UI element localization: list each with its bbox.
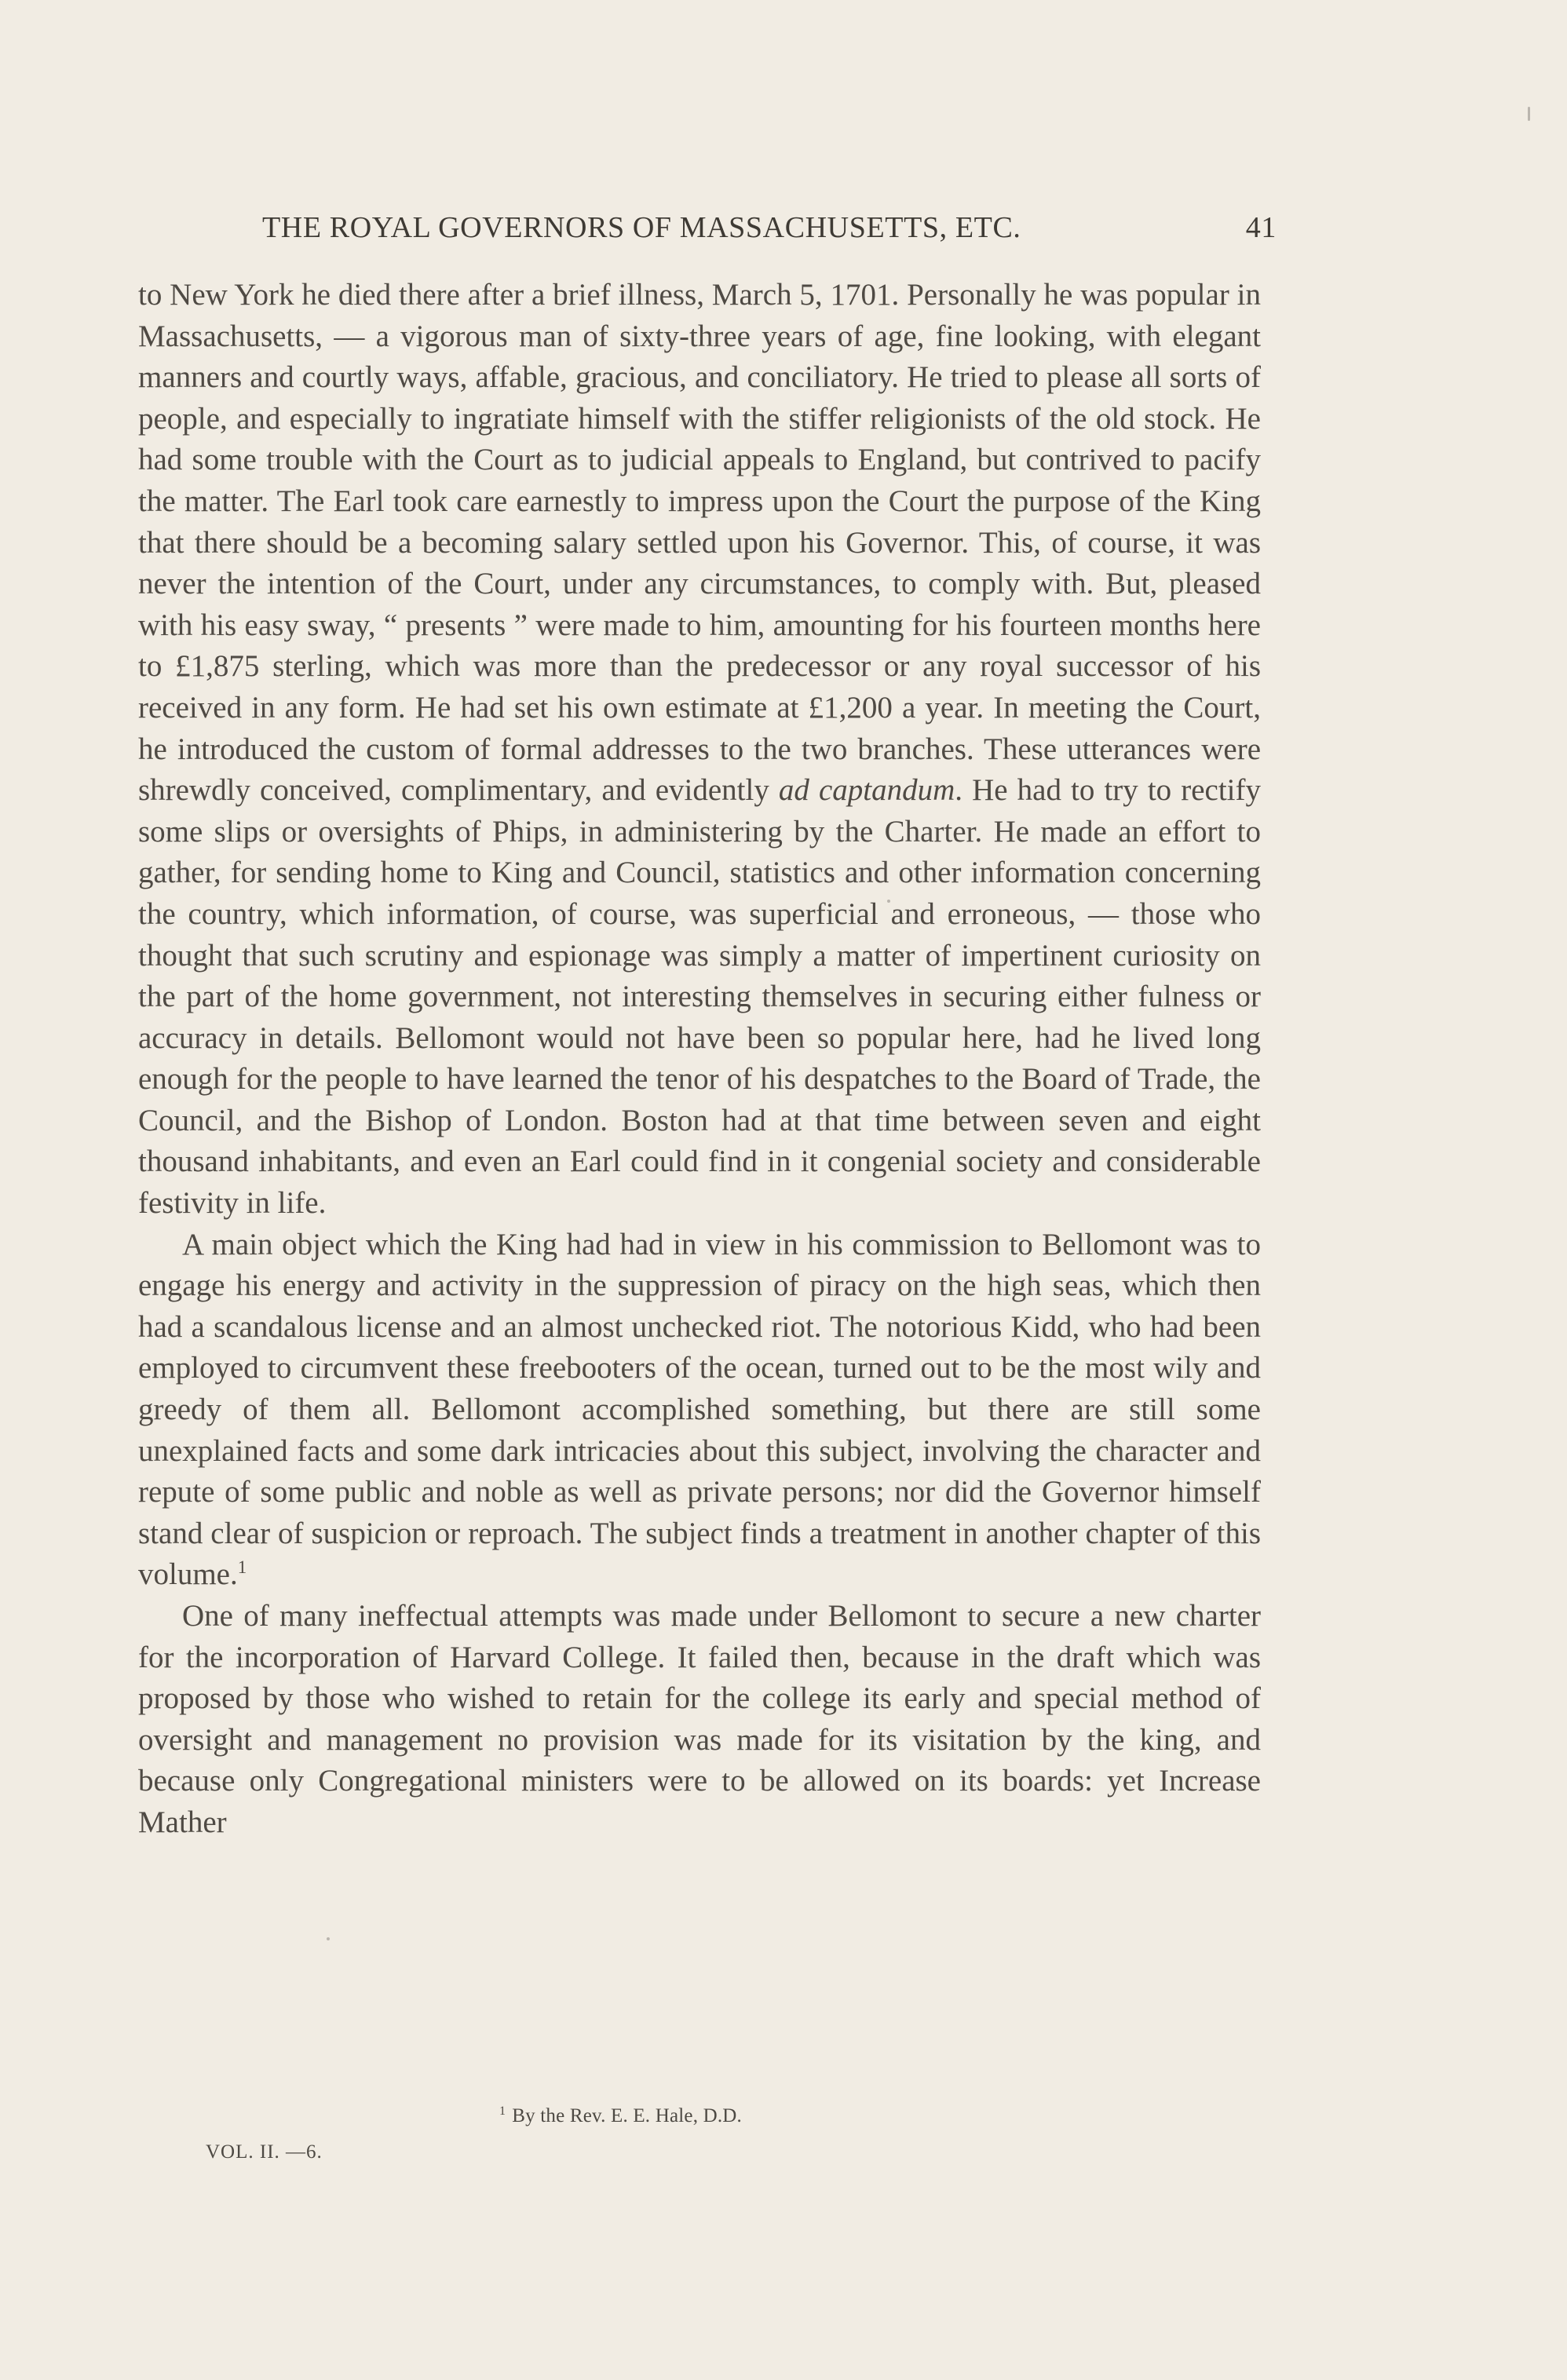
footnote-text: By the Rev. E. E. Hale, D.D.: [512, 2105, 743, 2126]
body-text: [138, 275, 1261, 1844]
paragraph-2: [138, 1225, 1261, 1596]
footnote-marker: 1: [499, 2104, 506, 2118]
paper-speck: [887, 900, 890, 903]
latin-phrase: ad captandum: [778, 773, 955, 808]
paragraph-1-text: to New York he died there after a brief illness, March 5, 1701. Personally he was popular in Massachusetts, — a vigorous man of sixty-three years of age, fine looking, with elegant manners and courtly ways, affable, gracious, and conciliatory. He tried to please all sorts of people, and especially to ingratiate himself with the stiffer religionists of the old stock. He had some trouble with the Court as to judicial appeals to England, but contrived to pacify the matter. The Earl took care earnestly to impress upon the Court the purpose of the King that there should be a becoming salary settled upon his Governor. This, of course, it was never the intention of the Court, under any circumstances, to comply with. But, pleased with his easy sway, “ presents ” were made to him, amounting for his fourteen months here to £1,875 sterling, which was more than the predecessor or any royal successor of his received in any form. He had set his own estimate at £1,200 a year. In meeting the Court, he introduced the custom of formal addresses to the two branches. These utterances were shrewdly conceived, complimentary, and evidently: [138, 278, 1261, 808]
footnote-reference: 1: [237, 1557, 247, 1578]
running-head: [262, 204, 1303, 251]
footnote: [499, 2105, 742, 2127]
paper-speck: [327, 1937, 330, 1940]
paper-speck: [833, 1405, 836, 1408]
paragraph-1-continuation: . He had to try to rectify some slips or oversights of Phips, in administering by the Charter. He made an effort to gather, for sending home to King and Council, statistics and other information concerning the country, which information, of course, was superficial and erroneous, — those who thought that such scrutiny and espionage was simply a matter of impertinent curiosity on the part of the home government, not interesting themselves in securing either fulness or accuracy in details. Bellomont would not have been so popular here, had he lived long enough for the people to have learned the tenor of his despatches to the Board of Trade, the Council, and the Bishop of London. Boston had at that time between seven and eight thousand inhabitants, and even an Earl could find in it congenial society and considerable festivity in life.: [138, 773, 1262, 1221]
paper-speck: [1528, 107, 1530, 121]
paragraph-3: [138, 1596, 1261, 1844]
running-title: THE ROYAL GOVERNORS OF MASSACHUSETTS, ETC.: [262, 211, 1021, 244]
paragraph-1: [138, 275, 1261, 1225]
signature-mark: VOL. II. —6.: [206, 2141, 323, 2163]
page-number: 41: [1245, 211, 1277, 244]
paragraph-2-text: A main object which the King had had in view in his commission to Bellomont was to engage his energy and activity in the suppression of piracy on the high seas, which then had a scandalous license and an almost unchecked riot. The notorious Kidd, who had been employed to circumvent these freebooters of the ocean, turned out to be the most wily and greedy of them all. Bellomont accomplished something, but there are still some unexplained facts and some dark intricacies about this subject, involving the character and repute of some public and noble as well as private persons; nor did the Governor himself stand clear of suspicion or reproach. The subject finds a treatment in another chapter of this volume.: [138, 1227, 1261, 1592]
paragraph-3-text: One of many ineffectual attempts was made under Bellomont to secure a new charter for the incorporation of Harvard College. It failed then, because in the draft which was proposed by those who wished to retain for the college its early and special method of oversight and management no provision was made for its visitation by the king, and because only Congregational ministers were to be allowed on its boards: yet Increase Mather: [138, 1599, 1261, 1839]
